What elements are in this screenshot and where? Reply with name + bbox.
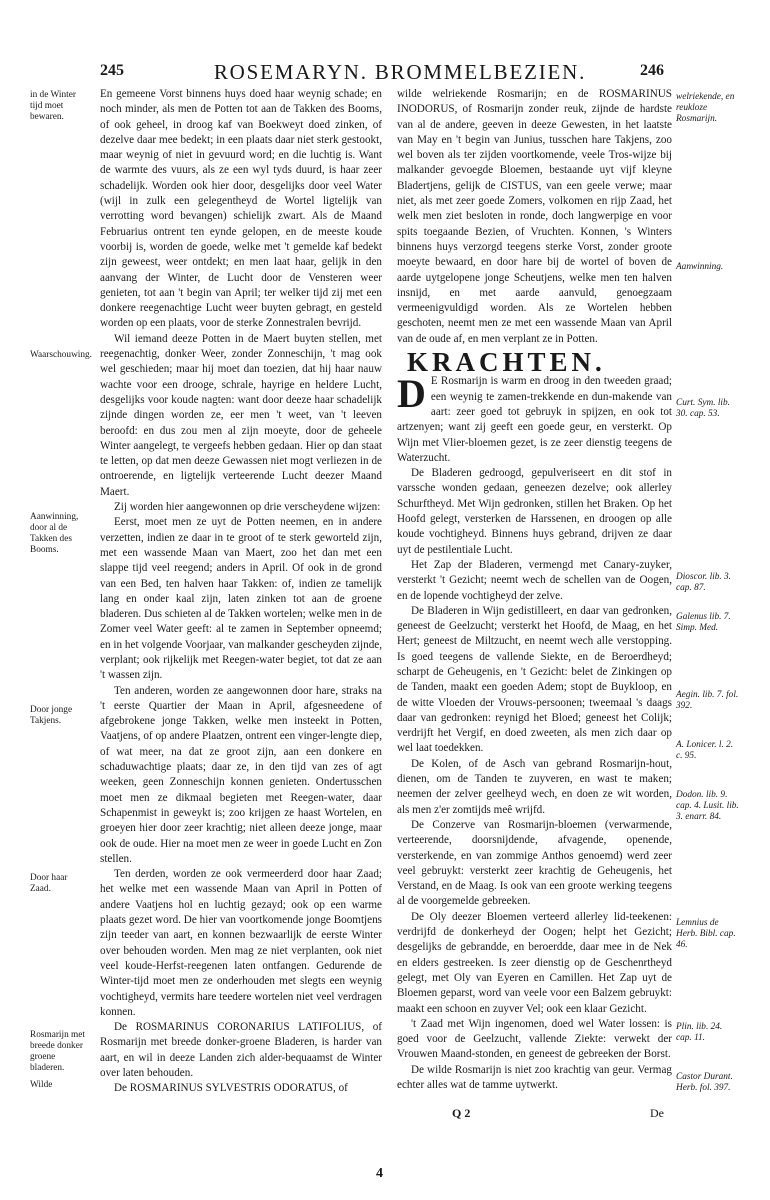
drop-cap: D <box>397 371 426 417</box>
left-column <box>100 87 382 1097</box>
paragraph: En gemeene Vorst binnens huys doed haar weynig schade; en noch minder, als men de Potten tot aan de Takken des Booms, of ook geheel, in droog kaf van Boekweyt doed zinken, of dezelve daar mee bedekt; in een plaats daar niet sterk gestookt, maar weynig of niet in gevuurd word; en die luchtig is. Want de warmte des vuurs, als ze een wyl tyds duurd, is haar zeer schadelijk. Worden ook hier door, desgelijks door veel Water (wijl in zulk een gelegentheyd de Wortel ligtelijk van verrotting word bevangen) schielijk zwart. Als de Maand Februarius ontrent ten eynde gelopen, en de meeste koude voorbij is, worden de goede, welke met 't gemelde kaf bedekt zijn geweest, weer ontdekt; en men laat haar, gelijk in den aanvang der Winter, de Lucht door de Vensteren weer genieten, tot aan 't begin van April; ter welker tijd zij met een donkere reegenachtige Lucht weer buyten gebragt, en gesteld worden op een plaats, voor de sterke Zonnestralen bevrijd. <box>100 88 382 330</box>
margin-note-left: Aanwinning, door al de Takken des Booms. <box>30 512 79 555</box>
margin-note-left: Waarschouwing. <box>30 350 92 360</box>
section-heading: KRACHTEN. <box>407 347 606 378</box>
margin-note-left: in de Winter tijd moet bewaren. <box>30 90 76 122</box>
paragraph: De ROSMARINUS CORONARIUS LATIFOLIUS, of Rosmarijn met breede donker-groene Bladeren, is harder van aart, en wil in deeze Landen zich alder-bequaamst de Winter over laten behouden. <box>100 1021 382 1079</box>
paragraph: wilde welriekende Rosmarijn; en de ROSMARINUS INODORUS, of Rosmarijn zonder reuk, zijnde de hardste van al de andere, geeven in deeze Gewesten, in het laatste van May en 't begin van Junius, tusschen hare Takjens, zoo wel boven als ter zijden voortkomende, veele Tros-wijze bij malkander gevoegde Bloemen, bestaande uyt vijf kleyne Bladertjens, gelijk de CISTUS, van een geele verwe; maar niet, als met zeer goede Zomers, volkomen en rijp Zaad, het welk men ziet besloten in ronde, doch langwerpige en voor spits toegaande Bezien, of Vruchten. Konnen, 's Winters binnens huys verzorgd teegens sterke Vorst, zonder groote moeyte bewaard, en door hare bij de wortel of boven de aarde uytgelopene jonge Scheutjens, welke men ten halven insnijd, en met aarde aanvuld, genoegzaam vermeenigvuldigd worden. Als ze Wortelen hebben geschoten, neemt men ze met een wassende Maan van April van de oude af, en men verplant ze in Potten. <box>397 88 672 345</box>
margin-note-right: welriekende, en reukloze Rosmarijn. <box>676 92 735 124</box>
paragraph: De Conzerve van Rosmarijn-bloemen (verwarmende, verteerende, doorsnijdende, afvagende, openende, versterkende, en van zommige Anthos genoemd) werd zeer veel gebruykt: versterkt zeer krachtig de Geheugenis, het Verstand, en de Maag. Is ook van een groote werking teegens al de voorgemelde gebreeken. <box>397 818 672 908</box>
margin-note-right: Galenus lib. 7. Simp. Med. <box>676 612 731 633</box>
margin-note-left: Door haar Zaad. <box>30 873 68 894</box>
bottom-mark: 4 <box>376 1166 383 1181</box>
margin-note-right: Lemnius de Herb. Bibl. cap. 46. <box>676 918 736 950</box>
paragraph: De Oly deezer Bloemen verteerd allerley lid-teekenen: verdrijfd de donkerheyd der Oogen; helpt het Gezicht; desgelijks de gebrandde, en beroerdde, daar mee in de Nek en elders gestreeken. Is zeer dienstig op de Geschenrtheyd gelegt, met Oly van Eyeren en Camillen. Het Zap uyt de Bloemen geparst, word van veele voor een Balzem gebruykt: maakt een schoon en zuyver Vel; ook een klaar Gezicht. <box>397 910 672 1015</box>
margin-note-left: Door jonge Takjens. <box>30 705 73 726</box>
paragraph <box>397 371 672 466</box>
margin-note-right: Aanwinning. <box>676 262 724 272</box>
running-title: ROSEMARYN. BROMMELBEZIEN. <box>213 60 587 84</box>
paragraph: De Kolen, of de Asch van gebrand Rosmarijn-hout, dienen, om de Tanden te zuyveren, en wast te maken; neemen der zelver geelheyd wech, en doen ze wit worden, als men z'er zomtijds meê wrijfd. <box>397 757 672 816</box>
paragraph: Eerst, moet men ze uyt de Potten neemen, en in andere verzetten, indien ze daar in te groot of te sterk geworteld zijn, met een wassende Maan van Maert, zoo het dan met een slappe tijd veel reegend; anders in April. Of ook in de grond van een Bed, ten halven haar Takken: of, indien ze tamelijk lang en onder kaal zijn, laten zinken tot aan de groene bladeren. Dus schieten al de Takken wortelen; welke men in de Zomer veel Water geeft: al te zamen in September opneemd; en in het volgende Voorjaar, van malkander gescheyden zijnde, verplant; ook rijkelijk met Reegen-water begiet, tot dat ze aan 't wassen zijn. <box>100 516 382 682</box>
paragraph: Het Zap der Bladeren, vermengd met Canary-zuyker, versterkt 't Gezicht; neemt wech de schellen van de Oogen, en de lopende vochtigheyd der zelve. <box>397 558 672 602</box>
paragraph: De Bladeren in Wijn gedistilleert, en daar van gedronken, geneest de Geelzucht; versterkt het Hoofd, de Maag, en het Hert; geneest de Miltzucht, en neemt wech alle verstopping. Is goed teegens de vallende Siekte, en de Beroerdheyd; scharpt de Geheugenis, en 't Gezicht: belet de Zinkingen op de Tanden, maakt een goeden Adem; stopt de Buykloop, en de witte Vloeden der Vrouws-persoonen; tweemaal 's daags daar van gedronken: reynigd het Bloed; geneest het Colijk; verdrijft het Vergif, en doed zweeten, als men zich daar op wel laat toedekken. <box>397 604 672 755</box>
margin-note-right: Aegin. lib. 7. fol. 392. <box>676 690 739 711</box>
margin-note-right: Dodon. lib. 9. cap. 4. Lusit. lib. 3. enarr. 84. <box>676 790 739 822</box>
catchword: De <box>650 1106 664 1120</box>
paragraph: Zij worden hier aangewonnen op drie verscheydene wijzen: <box>114 501 381 514</box>
margin-note-right: Curt. Sym. lib. 30. cap. 53. <box>676 398 730 419</box>
margin-note-right: A. Lonicer. l. 2. c. 95. <box>676 740 734 761</box>
page-number-right: 246 <box>640 62 664 79</box>
right-column <box>397 87 672 1093</box>
paragraph: Wil iemand deeze Potten in de Maert buyten stellen, met reegenachtig, donker Weer, zonder Zonneschijn, 't mag ook wel geschieden; maar hij moet dan toezien, dat hij haar nauw wachte voor een drooge, schrale, hayrige en heldere Lucht, desgelijks voor koude nagten: want door deeze haar schadelijk zijnde dingen worden ze, eer men 't weet, van 't leeven beroofd: en dus zou men al zijn moeyte, door de geheele Winter aangelegt, te vergeefs hebben gedaan. Hier op dan staat te letten, op dat men deeze Gewassen niet mogt verliezen in de ontroerende, en ligtelijk verteerende Lucht deezer Maand Maert. <box>100 332 382 498</box>
paragraph: De ROSMARINUS SYLVESTRIS ODORATUS, of <box>114 1082 348 1095</box>
paragraph: De Bladeren gedroogd, gepulveriseert en dit stof in varssche wonden gedaan, geneezen dezelve; ook allerley Schurftheyd. Met Wijn gedronken, stillen het Braken. Op het Hoofd gelegt, versterken de Harssenen, en droogen op alle koude vochtigheyd. Binnens huys gebrand, drijven ze daar uyt de pestilentiale Lucht. <box>397 467 672 556</box>
margin-note-right: Castor Durant. Herb. fol. 397. <box>676 1072 733 1093</box>
paragraph: Ten anderen, worden ze aangewonnen door hare, straks na 't eerste Quartier der Maan in April, afgesneedene of afgebrokene jonge Takken, welke men insteekt in Potten, Vaatjens, of op andere Plaatzen, ontrent een vinger-lengte diep, of wat meer, na dat ze groot zijn, aan een donkere en schaduwachtige plaats; daar ze, in den tijd van zes of agt weeken, geen Zonneschijn konnen genieten. Ondertusschen moet men ze dikmaal begieten met Reegen-water, daar Schapenmist in geweykt is; zoo krijgen ze haast Wortelen, en groeyen hier door zeer krachtig; niet alleen deeze jonge, maar ook de oude. Hier na moet men ze weer in goede Lucht en Zon stellen. <box>100 684 382 865</box>
paragraph-text: E Rosmarijn is warm en droog in den tweeden graad; een weynig te zamen-trekkende en dun-makende van aart: zeer goed tot gebruyk in spijzen, en ook tot artzenyen; want zij geeft een goede geur, en versterkt. Op Wijn met Vlier-bloemen gezet, is ze zeer dienstig teegens de Waterzucht. <box>397 375 672 464</box>
margin-note-right: Dioscor. lib. 3. cap. 87. <box>676 572 732 593</box>
page-number-left: 245 <box>100 62 124 79</box>
margin-note-left: Wilde <box>30 1080 53 1090</box>
paragraph: 't Zaad met Wijn ingenomen, doed wel Water lossen: is goed voor de Geelzucht, vallende Ziekte: verwekt der Vrouwen Maand-stonden, en geneest de gebreeken der Borst. <box>397 1017 672 1061</box>
margin-note-right: Plin. lib. 24. cap. 11. <box>676 1022 723 1043</box>
margin-note-left: Rosmarijn met breede donker groene bladeren. <box>30 1030 86 1073</box>
paragraph: De wilde Rosmarijn is niet zoo krachtig van geur. Vermag echter alles wat de tamme uytwerkt. <box>397 1063 672 1091</box>
paragraph: Ten derden, worden ze ook vermeerderd door haar Zaad; het welke met een wassende Maan van April in Potten of andere Vaatjens hol en luchtig gezayd; ook op een warme plaats gezet word. De hier van voortkomende jonge Boomtjens zijn teeder van aart, en konnen bezwaarlijk de eerste Winter over behouden worden. Men mag ze niet verplanten, ook niet veel koude-Herfst-reegenen laten ontfangen. Gedurende de Winter-tijd moet men ze onderhouden met slegts een weynig vochtigheyd, vermits hare teedere wortelen niet veel verdragen konnen. <box>100 868 382 1018</box>
signature-mark: Q 2 <box>452 1106 471 1120</box>
